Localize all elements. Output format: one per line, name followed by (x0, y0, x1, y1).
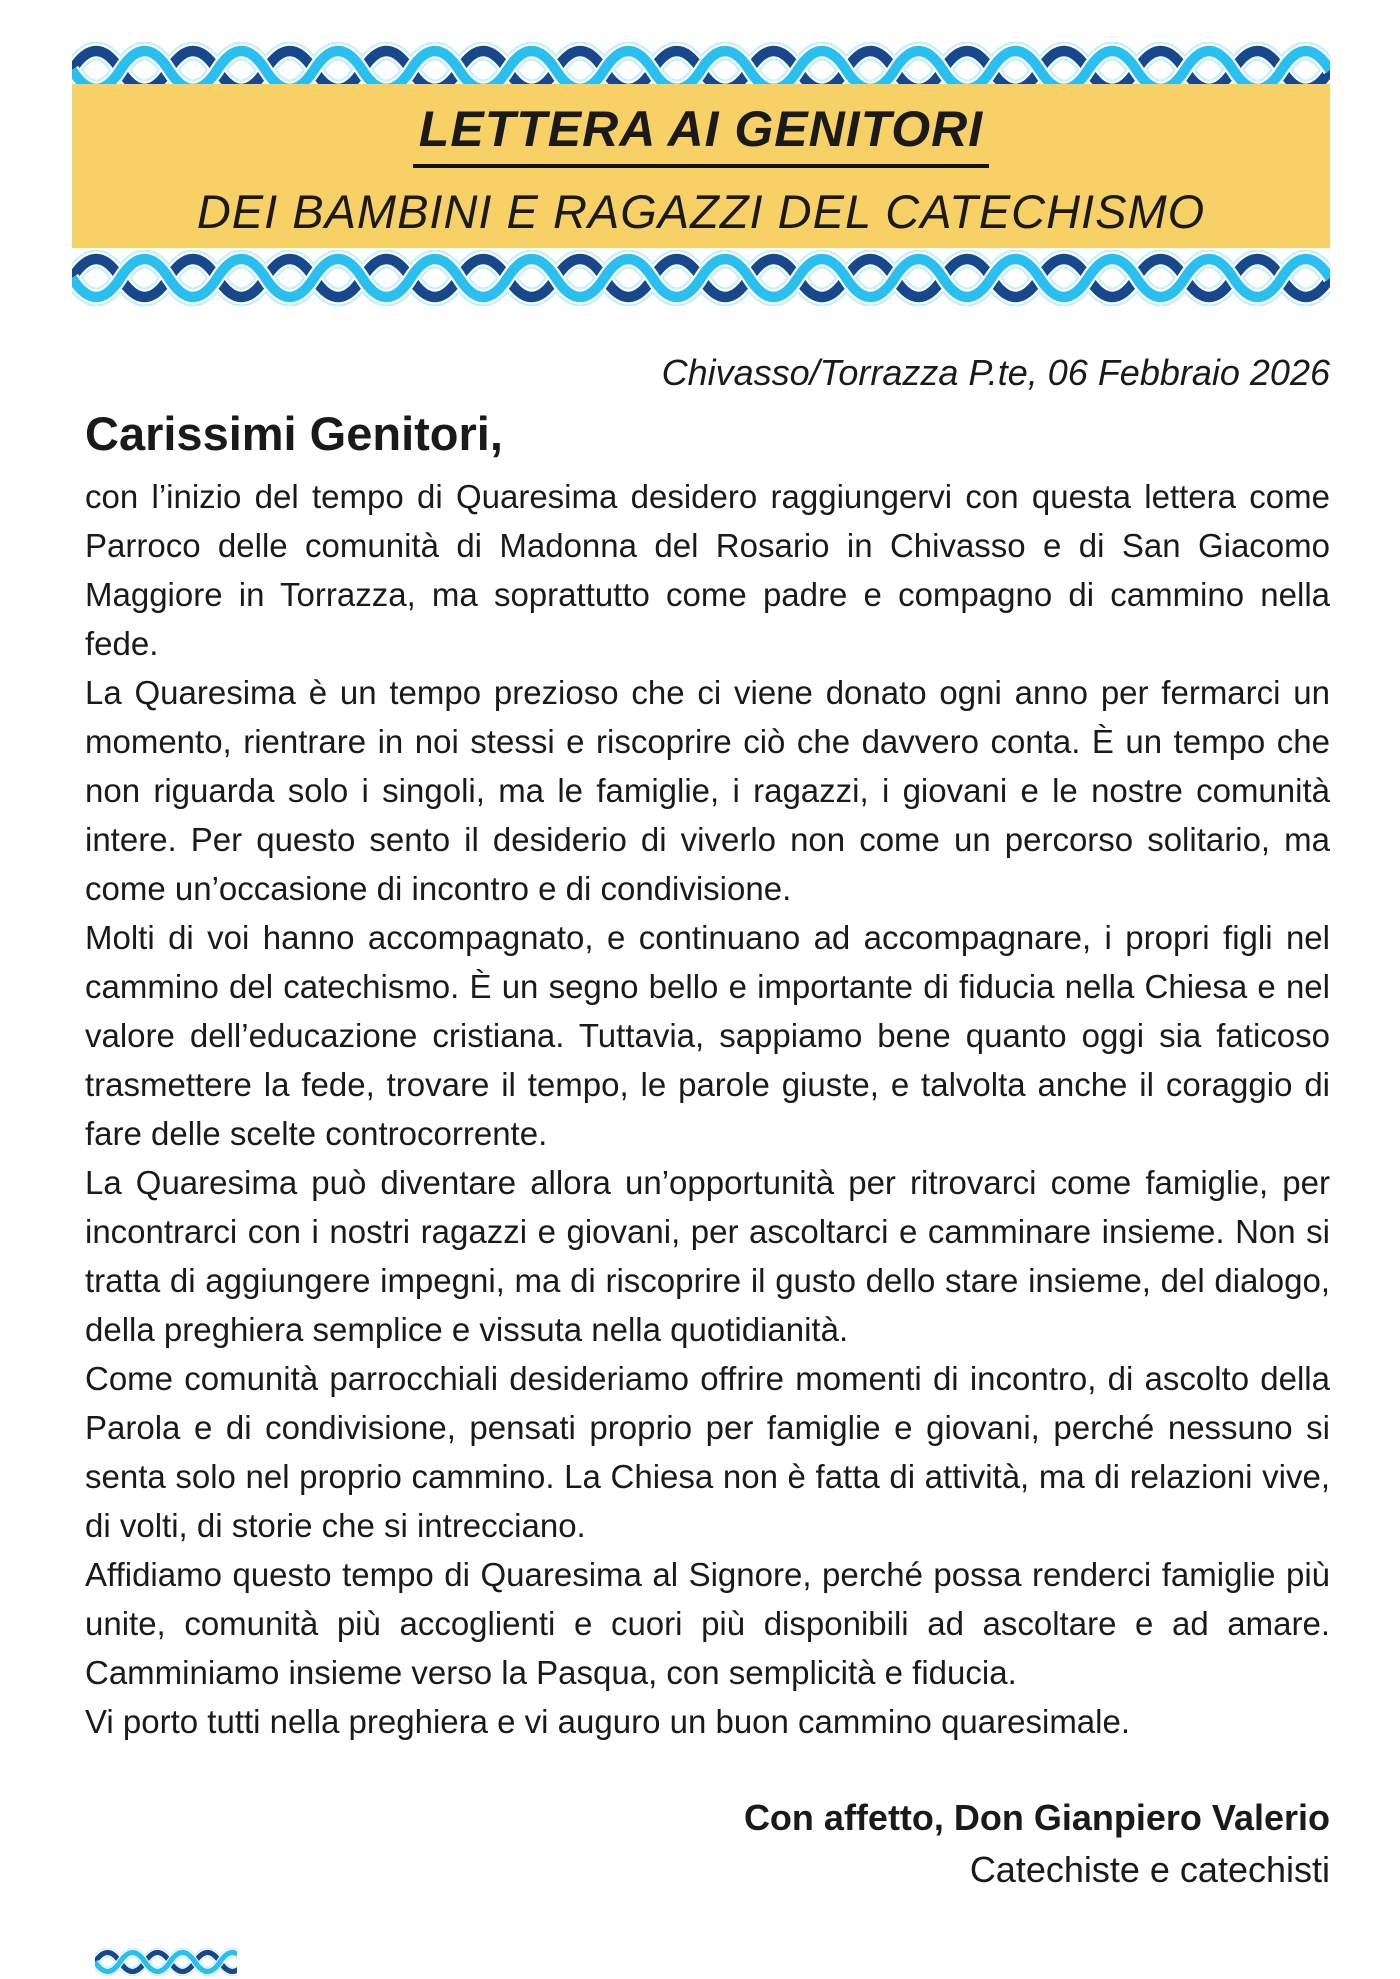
title-banner (72, 84, 1330, 248)
letter-body (85, 472, 1330, 1746)
letter-paragraph: Vi porto tutti nella preghiera e vi auguro un buon cammino quaresimale. (85, 1703, 1131, 1740)
wave-svg (95, 1948, 237, 1976)
letter-paragraph: Affidiamo questo tempo di Quaresima al Signore, perché possa renderci famiglie più unite, comunità più accoglienti e cuori più disponibili ad ascoltare e ad amare. Camminiamo insieme verso la Pasqua, con semplicità e fiducia. (85, 1556, 1330, 1691)
letter-paragraph: Molti di voi hanno accompagnato, e continuano ad accompagnare, i propri figli nel cammino del catechismo. È un segno bello e importante di fiducia nella Chiesa e nel valore dell’educazione cristiana. Tuttavia, sappiamo bene quanto oggi sia faticoso trasmettere la fede, trovare il tempo, le parole giuste, e talvolta anche il coraggio di fare delle scelte controcorrente. (85, 919, 1330, 1152)
letter-title-text: LETTERA AI GENITORI (413, 100, 989, 168)
braided-wave-border-bottom-fragment-icon (95, 1948, 237, 1976)
salutation: Carissimi Genitori, (85, 407, 503, 460)
braided-wave-border-middle-icon (72, 250, 1330, 306)
letter-paragraph: La Quaresima è un tempo prezioso che ci viene donato ogni anno per fermarci un momento, rientrare in noi stessi e riscoprire ciò che davvero conta. È un tempo che non riguarda solo i singoli, ma le famiglie, i ragazzi, i giovani e le nostre comunità intere. Per questo sento il desiderio di viverlo non come un percorso solitario, ma come un’occasione di incontro e di condivisione. (85, 674, 1330, 907)
dateline: Chivasso/Torrazza P.te, 06 Febbraio 2026 (661, 352, 1330, 393)
letter-title (72, 100, 1330, 168)
letter-paragraph: Come comunità parrocchiali desideriamo offrire momenti di incontro, di ascolto della Parola e di condivisione, pensati proprio per famiglie e giovani, perché nessuno si senta solo nel proprio cammino. La Chiesa non è fatta di attività, ma di relazioni vive, di volti, di storie che si intrecciano. (85, 1360, 1330, 1544)
letter-subtitle: DEI BAMBINI E RAGAZZI DEL CATECHISMO (196, 185, 1206, 238)
wave-svg (72, 250, 1330, 306)
signature-role: Catechiste e catechisti (969, 1849, 1330, 1890)
signature-name: Con affetto, Don Gianpiero Valerio (743, 1797, 1330, 1838)
letter-paragraph: La Quaresima può diventare allora un’opportunità per ritrovarci come famiglie, per incontrarci con i nostri ragazzi e giovani, per ascoltarci e camminare insieme. Non si tratta di aggiungere impegni, ma di riscoprire il gusto dello stare insieme, del dialogo, della preghiera semplice e vissuta nella quotidianità. (85, 1164, 1330, 1348)
letter-paragraph: con l’inizio del tempo di Quaresima desidero raggiungervi con questa lettera come Parroco delle comunità di Madonna del Rosario in Chivasso e di San Giacomo Maggiore in Torrazza, ma soprattutto come padre e compagno di cammino nella fede. (85, 478, 1330, 662)
signature-block (744, 1792, 1330, 1896)
